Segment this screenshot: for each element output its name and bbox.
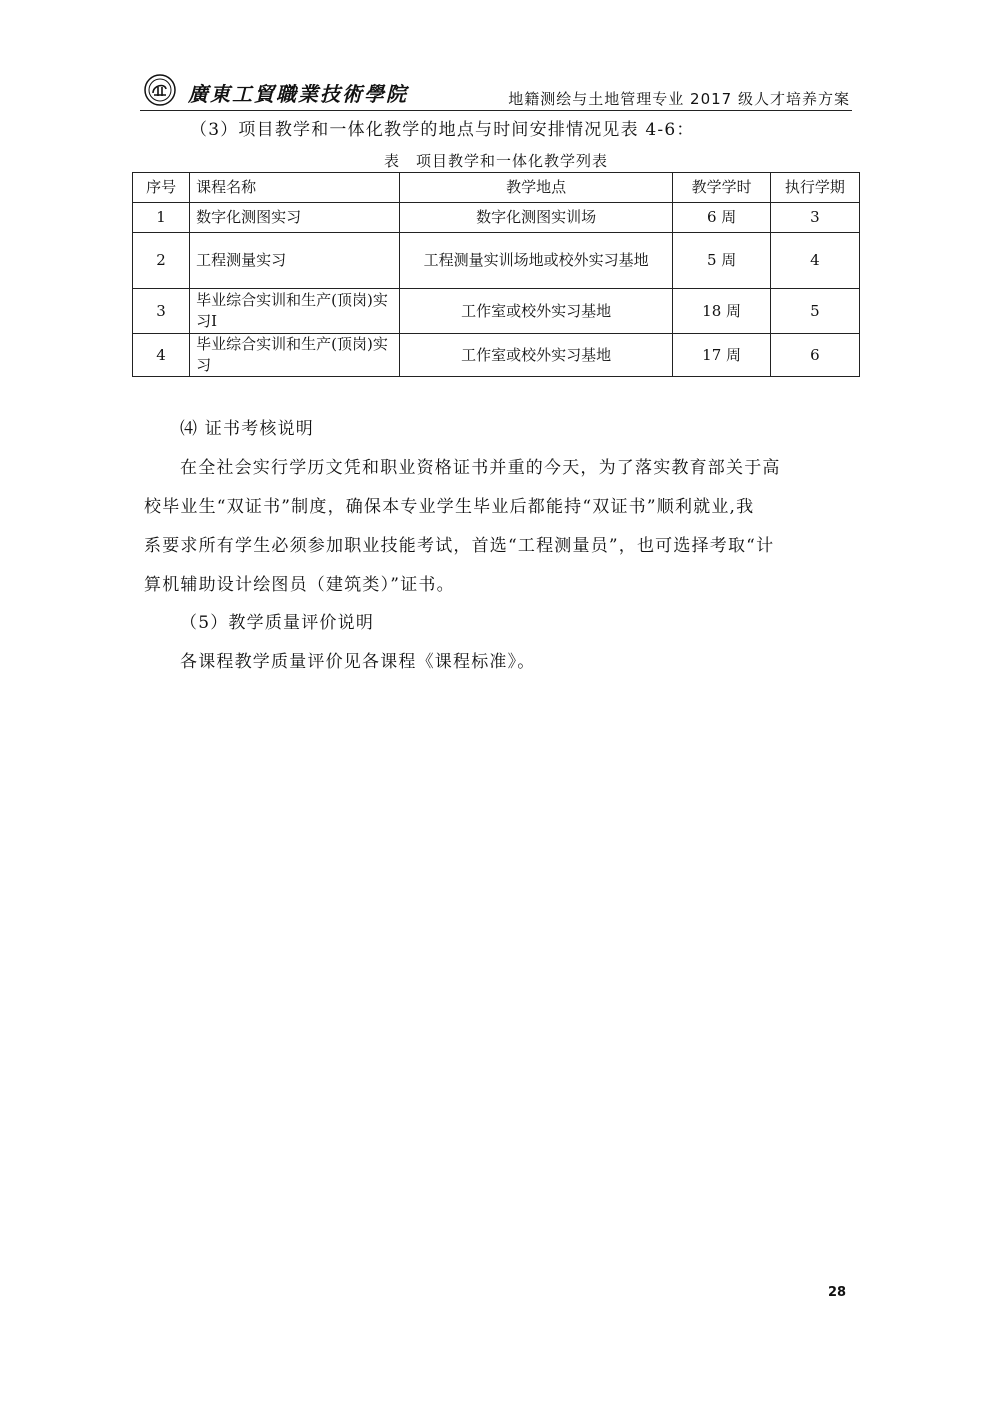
header-number: 序号 [133, 173, 190, 203]
header-course-name: 课程名称 [190, 173, 400, 203]
teaching-plan-table [132, 172, 860, 377]
page-header [140, 72, 852, 111]
table-row [133, 233, 860, 289]
cell-number: 4 [133, 334, 190, 377]
page-number: 28 [828, 1285, 847, 1300]
cell-semester: 3 [770, 203, 859, 233]
school-name: 廣東工貿職業技術學院 [188, 82, 408, 106]
cell-number: 3 [133, 289, 190, 334]
cell-course-name: 数字化测图实习 [190, 203, 400, 233]
section4-line: 算机辅助设计绘图员（建筑类）”证书。 [144, 575, 455, 595]
cell-course-name: 工程测量实习 [190, 233, 400, 289]
header-semester: 执行学期 [770, 173, 859, 203]
header-hours: 教学学时 [673, 173, 770, 203]
cell-number: 2 [133, 233, 190, 289]
cell-location: 数字化测图实训场 [399, 203, 673, 233]
table-row [133, 334, 860, 377]
cell-hours: 18 周 [673, 289, 770, 334]
cell-semester: 6 [770, 334, 859, 377]
document-title: 地籍测绘与土地管理专业 2017 级人才培养方案 [508, 90, 850, 108]
section4-heading: ⑷ 证书考核说明 [180, 419, 315, 439]
cell-hours: 5 周 [673, 233, 770, 289]
cell-number: 1 [133, 203, 190, 233]
cell-location: 工程测量实训场地或校外实习基地 [399, 233, 673, 289]
table-row [133, 289, 860, 334]
section4-line: 校毕业生“双证书”制度，确保本专业学生毕业后都能持“双证书”顺利就业,我 [144, 497, 755, 517]
section4-line: 在全社会实行学历文凭和职业资格证书并重的今天，为了落实教育部关于高 [180, 458, 781, 478]
cell-semester: 4 [770, 233, 859, 289]
intro-paragraph: （3）项目教学和一体化教学的地点与时间安排情况见表 4-6： [190, 120, 695, 140]
section5-body: 各课程教学质量评价见各课程《课程标准》。 [180, 652, 536, 672]
section5-heading: （5）教学质量评价说明 [180, 613, 375, 633]
header-location: 教学地点 [399, 173, 673, 203]
table-caption: 表 项目教学和一体化教学列表 [383, 152, 608, 170]
cell-hours: 17 周 [673, 334, 770, 377]
cell-course-name: 毕业综合实训和生产(顶岗)实习 [190, 334, 400, 377]
cell-hours: 6 周 [673, 203, 770, 233]
cell-location: 工作室或校外实习基地 [399, 334, 673, 377]
section4-line: 系要求所有学生必须参加职业技能考试，首选“工程测量员”，也可选择考取“计 [144, 536, 775, 556]
cell-semester: 5 [770, 289, 859, 334]
school-logo-icon [144, 74, 176, 106]
table-row [133, 203, 860, 233]
table-header-row [133, 173, 860, 203]
cell-location: 工作室或校外实习基地 [399, 289, 673, 334]
cell-course-name: 毕业综合实训和生产(顶岗)实习Ⅰ [190, 289, 400, 334]
